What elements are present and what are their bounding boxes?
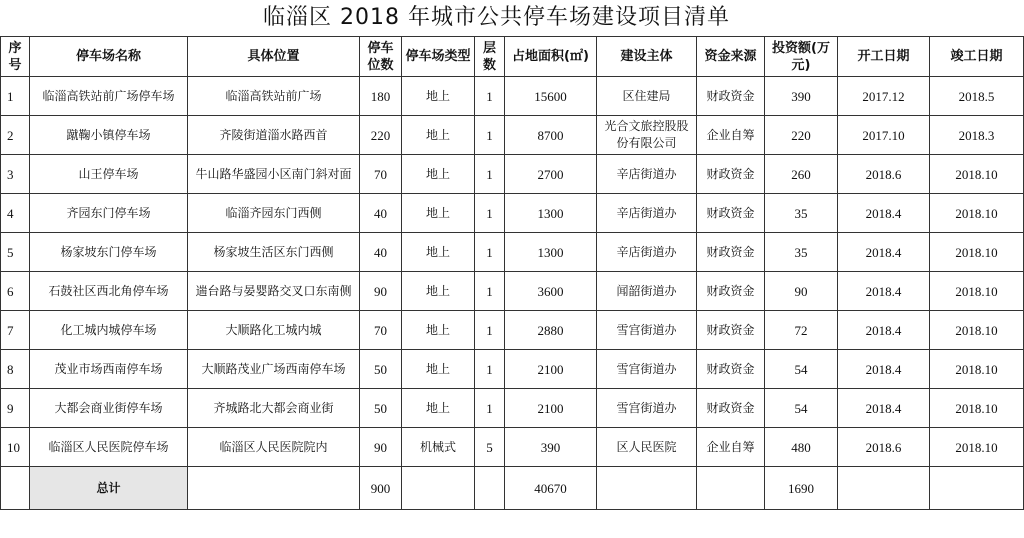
cell-investment: 72 xyxy=(765,311,838,350)
header-end-date: 竣工日期 xyxy=(930,37,1024,77)
cell-investment: 54 xyxy=(765,389,838,428)
cell-start-date: 2018.4 xyxy=(838,272,930,311)
cell-location: 杨家坡生活区东门西侧 xyxy=(188,233,360,272)
cell-spaces: 90 xyxy=(360,272,402,311)
cell-name: 山王停车场 xyxy=(30,155,188,194)
cell-funding: 财政资金 xyxy=(697,389,765,428)
cell-end-date: 2018.10 xyxy=(930,272,1024,311)
table-row xyxy=(1,311,1024,350)
header-spaces: 停车位数 xyxy=(360,37,402,77)
cell-start-date: 2018.4 xyxy=(838,311,930,350)
cell-floors: 1 xyxy=(475,77,505,116)
table-row xyxy=(1,116,1024,155)
cell-index: 5 xyxy=(1,233,30,272)
total-area: 40670 xyxy=(505,467,597,510)
cell-spaces: 40 xyxy=(360,233,402,272)
cell-investment: 220 xyxy=(765,116,838,155)
cell-funding: 财政资金 xyxy=(697,311,765,350)
cell-index: 10 xyxy=(1,428,30,467)
cell-builder: 雪宫街道办 xyxy=(597,350,697,389)
cell-funding: 企业自筹 xyxy=(697,428,765,467)
cell-area: 15600 xyxy=(505,77,597,116)
cell-name: 临淄高铁站前广场停车场 xyxy=(30,77,188,116)
cell-floors: 1 xyxy=(475,116,505,155)
cell-floors: 1 xyxy=(475,389,505,428)
total-end-empty xyxy=(930,467,1024,510)
parking-project-table xyxy=(0,36,1024,510)
cell-end-date: 2018.10 xyxy=(930,389,1024,428)
cell-floors: 1 xyxy=(475,272,505,311)
cell-location: 临淄区人民医院院内 xyxy=(188,428,360,467)
table-row xyxy=(1,389,1024,428)
cell-location: 齐陵街道淄水路西首 xyxy=(188,116,360,155)
cell-funding: 企业自筹 xyxy=(697,116,765,155)
header-builder: 建设主体 xyxy=(597,37,697,77)
cell-investment: 480 xyxy=(765,428,838,467)
cell-type: 地上 xyxy=(402,350,475,389)
cell-builder: 闻韶街道办 xyxy=(597,272,697,311)
cell-area: 2100 xyxy=(505,389,597,428)
cell-floors: 1 xyxy=(475,233,505,272)
cell-end-date: 2018.10 xyxy=(930,233,1024,272)
header-row xyxy=(1,37,1024,77)
cell-location: 临淄高铁站前广场 xyxy=(188,77,360,116)
cell-builder: 辛店街道办 xyxy=(597,233,697,272)
cell-location: 大顺路化工城内城 xyxy=(188,311,360,350)
cell-spaces: 90 xyxy=(360,428,402,467)
cell-spaces: 180 xyxy=(360,77,402,116)
cell-name: 大都会商业街停车场 xyxy=(30,389,188,428)
cell-area: 2880 xyxy=(505,311,597,350)
cell-end-date: 2018.3 xyxy=(930,116,1024,155)
total-location-empty xyxy=(188,467,360,510)
cell-type: 地上 xyxy=(402,116,475,155)
cell-floors: 1 xyxy=(475,194,505,233)
cell-floors: 1 xyxy=(475,311,505,350)
total-type-empty xyxy=(402,467,475,510)
cell-floors: 1 xyxy=(475,350,505,389)
cell-end-date: 2018.10 xyxy=(930,155,1024,194)
cell-area: 1300 xyxy=(505,194,597,233)
total-floors-empty xyxy=(475,467,505,510)
cell-spaces: 50 xyxy=(360,389,402,428)
cell-funding: 财政资金 xyxy=(697,77,765,116)
cell-builder: 辛店街道办 xyxy=(597,155,697,194)
header-floors: 层数 xyxy=(475,37,505,77)
cell-index: 1 xyxy=(1,77,30,116)
cell-location: 临淄齐园东门西侧 xyxy=(188,194,360,233)
total-index-empty xyxy=(1,467,30,510)
cell-index: 9 xyxy=(1,389,30,428)
cell-start-date: 2018.4 xyxy=(838,194,930,233)
cell-start-date: 2017.10 xyxy=(838,116,930,155)
cell-builder: 区住建局 xyxy=(597,77,697,116)
cell-type: 地上 xyxy=(402,389,475,428)
cell-type: 地上 xyxy=(402,194,475,233)
cell-start-date: 2018.6 xyxy=(838,155,930,194)
cell-builder: 雪宫街道办 xyxy=(597,389,697,428)
cell-name: 齐园东门停车场 xyxy=(30,194,188,233)
cell-investment: 260 xyxy=(765,155,838,194)
cell-end-date: 2018.10 xyxy=(930,428,1024,467)
cell-name: 临淄区人民医院停车场 xyxy=(30,428,188,467)
table-row xyxy=(1,194,1024,233)
cell-index: 3 xyxy=(1,155,30,194)
cell-builder: 光合文旅控股股份有限公司 xyxy=(597,116,697,155)
total-funding-empty xyxy=(697,467,765,510)
document-title: 临淄区 2018 年城市公共停车场建设项目清单 xyxy=(263,5,730,30)
cell-location: 牛山路华盛园小区南门斜对面 xyxy=(188,155,360,194)
cell-floors: 5 xyxy=(475,428,505,467)
cell-location: 大顺路茂业广场西南停车场 xyxy=(188,350,360,389)
cell-area: 390 xyxy=(505,428,597,467)
cell-spaces: 220 xyxy=(360,116,402,155)
cell-start-date: 2018.4 xyxy=(838,233,930,272)
cell-location: 齐城路北大都会商业街 xyxy=(188,389,360,428)
cell-area: 3600 xyxy=(505,272,597,311)
cell-type: 地上 xyxy=(402,272,475,311)
header-name: 停车场名称 xyxy=(30,37,188,77)
cell-type: 地上 xyxy=(402,311,475,350)
cell-investment: 35 xyxy=(765,194,838,233)
cell-builder: 区人民医院 xyxy=(597,428,697,467)
cell-location: 遄台路与晏婴路交叉口东南侧 xyxy=(188,272,360,311)
cell-index: 8 xyxy=(1,350,30,389)
cell-funding: 财政资金 xyxy=(697,155,765,194)
header-area: 占地面积(㎡) xyxy=(505,37,597,77)
cell-investment: 54 xyxy=(765,350,838,389)
table-row xyxy=(1,77,1024,116)
cell-spaces: 40 xyxy=(360,194,402,233)
cell-area: 2100 xyxy=(505,350,597,389)
cell-spaces: 70 xyxy=(360,155,402,194)
cell-builder: 辛店街道办 xyxy=(597,194,697,233)
table-row xyxy=(1,155,1024,194)
cell-end-date: 2018.5 xyxy=(930,77,1024,116)
cell-start-date: 2018.4 xyxy=(838,389,930,428)
total-builder-empty xyxy=(597,467,697,510)
cell-index: 6 xyxy=(1,272,30,311)
table-row xyxy=(1,272,1024,311)
cell-name: 杨家坡东门停车场 xyxy=(30,233,188,272)
cell-funding: 财政资金 xyxy=(697,233,765,272)
cell-name: 茂业市场西南停车场 xyxy=(30,350,188,389)
cell-investment: 390 xyxy=(765,77,838,116)
header-start-date: 开工日期 xyxy=(838,37,930,77)
header-index: 序号 xyxy=(1,37,30,77)
cell-spaces: 70 xyxy=(360,311,402,350)
table-row xyxy=(1,233,1024,272)
header-type: 停车场类型 xyxy=(402,37,475,77)
cell-end-date: 2018.10 xyxy=(930,311,1024,350)
total-spaces: 900 xyxy=(360,467,402,510)
header-funding: 资金来源 xyxy=(697,37,765,77)
cell-type: 地上 xyxy=(402,233,475,272)
cell-name: 化工城内城停车场 xyxy=(30,311,188,350)
cell-type: 地上 xyxy=(402,155,475,194)
cell-spaces: 50 xyxy=(360,350,402,389)
cell-start-date: 2018.4 xyxy=(838,350,930,389)
cell-start-date: 2017.12 xyxy=(838,77,930,116)
header-investment: 投资额(万元) xyxy=(765,37,838,77)
cell-name: 石鼓社区西北角停车场 xyxy=(30,272,188,311)
cell-funding: 财政资金 xyxy=(697,350,765,389)
cell-investment: 35 xyxy=(765,233,838,272)
cell-floors: 1 xyxy=(475,155,505,194)
total-investment: 1690 xyxy=(765,467,838,510)
cell-area: 1300 xyxy=(505,233,597,272)
cell-name: 蹴鞠小镇停车场 xyxy=(30,116,188,155)
cell-type: 地上 xyxy=(402,77,475,116)
cell-funding: 财政资金 xyxy=(697,194,765,233)
cell-index: 4 xyxy=(1,194,30,233)
total-label: 总计 xyxy=(30,467,188,510)
header-location: 具体位置 xyxy=(188,37,360,77)
cell-area: 2700 xyxy=(505,155,597,194)
cell-investment: 90 xyxy=(765,272,838,311)
cell-funding: 财政资金 xyxy=(697,272,765,311)
cell-index: 7 xyxy=(1,311,30,350)
cell-builder: 雪宫街道办 xyxy=(597,311,697,350)
cell-type: 机械式 xyxy=(402,428,475,467)
cell-start-date: 2018.6 xyxy=(838,428,930,467)
table-row xyxy=(1,350,1024,389)
table-row xyxy=(1,428,1024,467)
cell-index: 2 xyxy=(1,116,30,155)
cell-end-date: 2018.10 xyxy=(930,194,1024,233)
total-start-empty xyxy=(838,467,930,510)
total-row xyxy=(1,467,1024,510)
cell-area: 8700 xyxy=(505,116,597,155)
cell-end-date: 2018.10 xyxy=(930,350,1024,389)
